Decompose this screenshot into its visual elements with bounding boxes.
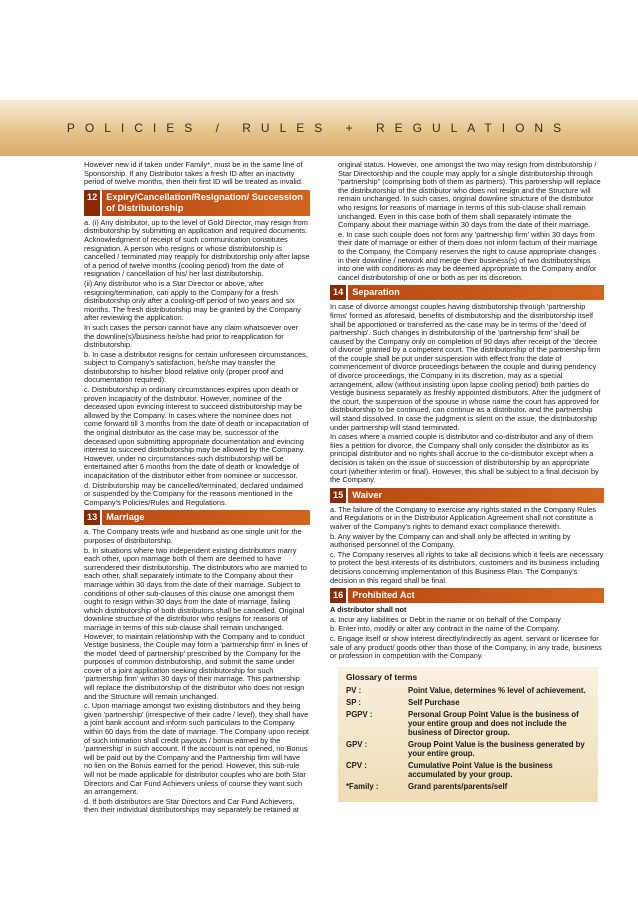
glossary-term: SP : xyxy=(346,698,362,708)
section-13-para: b. In situations where two independent existing distributors marry each other, upon marriage both of them are deemed to have surrendered their distributorship. The distributors who are married to each other, shall separately intimate to the Company about their marriage within 30 days from the date of their marriage. Subject to conditions of other sub-clauses of this clause one amongst them ought to resign within 30 days from the date of marriage, failing which distributorship of both distributors shall be cancelled. Original downline structure of the distributor who resigns for reasons of marriage in terms of this sub-clause shall remain unchanged. However, to maintain relationship with the Company and to conduct Vestige business, the Couple may form a 'partnership firm' in lines of the model 'deed of partnership' prescribed by the Company for the purposes of common distributorship, and submit the same under cover of a joint application seeking distributorship for such 'partnership firm' within 30 days of their marriage. This partnership will replace the distributorship of the distributor who does not resign and the Structure will remain unchanged. xyxy=(84,545,308,701)
glossary-box xyxy=(338,667,598,803)
glossary-row xyxy=(346,740,590,758)
glossary-row xyxy=(346,782,590,791)
glossary-definition: Personal Group Point Value is the business of your entire group and does not include the business of Director group. xyxy=(408,710,579,738)
glossary-definition: Cumulative Point Value is the business accumulated by your group. xyxy=(408,761,553,780)
section-title: Prohibited Act xyxy=(348,588,604,603)
glossary-definition: Self Purchase xyxy=(408,698,460,708)
glossary-term: CPV : xyxy=(346,761,367,771)
section-number: 14 xyxy=(330,285,346,300)
section-13-para: c. Upon marriage amongst two existing distributors and they being given 'partnership' (irrespective of their cadre / level), they shall have a joint bank account and inform such particulars to the Company within 60 days from the date of marriage. The Company upon receipt of such intimation shall credit payouts / bonus earned by the 'partnership' in such account. If the account is not opened, no Bonus will be paid out by the Company and the Partnership firm will have no lien on the Bonus earned for the period. However, this sub-rule will not be made applicable for distributor couples who are both Star Directors and Car Fund Achievers unless of course they want such an arrangement. xyxy=(84,701,309,797)
glossary-term: *Family : xyxy=(346,782,379,792)
glossary-row xyxy=(346,686,590,695)
section-number: 13 xyxy=(84,510,100,525)
section-12-para: b. In case a distributor resigns for certain unforeseen circumstances, subject to Company's satisfaction, he/she may transfer the distributorship to his/her blood relative only (proper proof and documentation required). xyxy=(84,349,308,385)
glossary-term: GPV : xyxy=(346,740,368,750)
header-band xyxy=(0,100,638,156)
glossary-title: Glossary of terms xyxy=(346,671,418,682)
page-title: POLICIES / RULES + REGULATIONS xyxy=(66,121,572,135)
section-14-heading xyxy=(330,285,604,300)
glossary-definition: Grand parents/parents/self xyxy=(408,782,508,792)
section-15-para: c. The Company reserves all rights to take all decisions which it feels are necessary to protect the best interests of its distributors, customers and its business including decisions concerning implementation of this Business Plan. The Company's decision in this regard shall be final. xyxy=(330,549,604,585)
section-title: Separation xyxy=(348,285,604,300)
section-16-para: c. Engage itself or show interest directly/indirectly as agent, servant or licensee for sale of any product/ goods other than those of the Company, in any trade, business or profession in competition with the Company. xyxy=(330,633,602,661)
continued-paragraph: e. In case such couple does not form any 'partnership firm' within 30 days from their date of marriage or either of them does not inform factum of their marriage to the Company, the Company reserves the right to cause appropriate changes in their downline / network and merge their business(s) of two distributorships into one with conditions as may be deemed appropriate to the Company and/or cancel distributorship of one or both as per its discretion. xyxy=(338,229,598,282)
glossary-term: PV : xyxy=(346,686,362,696)
section-15-heading xyxy=(330,488,604,503)
section-title: Waiver xyxy=(348,488,604,503)
section-12-para: c. Distributorship in ordinary circumstances expires upon death or proven incapacity of the distributor. However, nominee of the deceased upon evincing interest to succeed distributorship may be allowed by the Company. In cases where the nominee does not come forward till 3 months from the date of death or incapacitation of the original distributor as the case may be, successor of the deceased upon submitting appropriate documentation and evincing interest to succeed distributorship may be allowed by the Company. However, under no circumstances such distributorship will be entertained after 6 months from the date of death or knowledge of incapacitation of the distributor either from nominee or successor. xyxy=(84,385,309,480)
glossary-row xyxy=(346,710,590,737)
section-15-para: a. The failure of the Company to exercise any rights stated in the Company Rules and Regulations or in the Distributor Application Agreement shall not constitute a waiver of the Company's rights to demand exact compliance therewith. xyxy=(330,504,597,531)
intro-paragraph: However new id if taken under Family*, must be in the same line of Sponsorship. If any Distributor takes a fresh ID after an inactivity period of twelve months, then their first ID will be treated as invalid. xyxy=(84,160,303,187)
section-12-heading xyxy=(84,190,310,216)
section-14-para: In case of divorce amongst couples having distributorship through 'partnership firms' formed as aforesaid, benefits of distributorship and the distributorship itself shall be apportioned or transferred as the case may be in terms of the 'deed of partnership'. Such changes in distributorship of the 'partnership firm' shall be caused by the Company only on completion of 90 days after receipt of the 'decree of divorce' granted by a competent court. The distributorship of the partnership firm of the couple shall be put under suspension with effect from the date of commencement of divorce proceedings between the couple and during pendency of divorce proceedings, the Company in its discretion, may as a special arrangement, allow (without insisting upon lapse cooling period) both parties do Vestige business separately as freshly appointed distributors. After the judgment of the court, the suspension of the spouse in whose name the court has approved for distributorship to be continued, can continue as a distributor, and the partnership will stand dissolved. In case the judgment is silent on the issue, the distributorship under partnership will stand terminated. xyxy=(330,302,601,432)
section-16-para: A distributor shall not xyxy=(330,605,407,615)
section-15-para: b. Any waiver by the Company can and shall only be affected in writing by authorised personnel of the Company. xyxy=(330,531,571,550)
glossary-definition: Point Value, determines % level of achievement. xyxy=(408,686,586,696)
glossary-row xyxy=(346,698,590,707)
section-16-para: a. Incur any liabilities or Debt in the name or on behalf of the Company xyxy=(330,614,561,624)
glossary-definition: Group Point Value is the business generated by your entire group. xyxy=(408,740,585,759)
section-14-para: In cases where a married couple is distributor and co-distributor and any of them files a petition for divorce, the Company shall only consider the distributor as its principal distributor and no rights shall accrue to the co-distributor except when a decision is taken on the issue of succession of distributorship by an appropriate court (whether interim or final). However, this shall be subject to a final decision by the Company. xyxy=(330,432,599,485)
right-column xyxy=(330,161,604,802)
section-16-para: b. Enter into, modify or alter any contract in the name of the Company. xyxy=(330,624,560,634)
section-12-para: In such cases the person cannot have any claim whatsoever over the downline(s)/business he/she had prior to reapplication for distributorship. xyxy=(84,322,299,350)
section-number: 16 xyxy=(330,588,346,603)
section-12-para: (ii) Any distributor who is a Star Director or above, after resigning/termination, can apply to the Company for a fresh distributorship only after a cooling-off period of two years and six months. The fresh distributorship may be granted by the Company after reviewing the application. xyxy=(84,278,301,323)
section-number: 12 xyxy=(84,190,100,216)
section-12-para: a. (i) Any distributor, up to the level of Gold Director, may resign from distributorship by submitting an application and required documents. Acknowledgment of receipt of such communication constitutes resignation. A person who resigns or whose distributorship is cancelled / terminated may reapply for distributorship only after lapse of a period of twelve months (cooling period) from the date of resignation / cancellation of his/ her last distributorship. xyxy=(84,217,310,279)
section-12-para: d. Distributorship may be cancelled/terminated, declared undaimed or suspended by the Company for the reasons mentioned in the Company's Policies/Rules and Regulations. xyxy=(84,480,303,507)
section-title: Expiry/Cancellation/Resignation/ Succession of Distributorship xyxy=(102,190,310,216)
continued-paragraph: original status. However, one amongst the two may resign from distributorship / Star Directorship and the couple may apply for a single distributorship through "partnership" (comprising both of them as partners). This partnership will replace the distributorship of the distributor who does not resign and the Structure will remain unchanged. In such cases, original downline structure of the distributor who resigns for reasons of marriage in terms of this sub-clause shall remain unchanged. Even in this case both of them shall separately intimate the Company about their marriage within 30 days from the date of their marriage. xyxy=(338,160,601,230)
section-13-para: d. If both distributors are Star Directors and Car Fund Achievers, then their individual distributorships may separately be retained at xyxy=(84,796,299,815)
section-13-para: a. The Company treats wife and husband as one single unit for the purposes of distributorship. xyxy=(84,527,302,545)
section-13-heading xyxy=(84,510,310,525)
glossary-row xyxy=(346,761,590,779)
section-title: Marriage xyxy=(102,510,310,525)
glossary-term: PGPV : xyxy=(346,710,373,720)
left-column xyxy=(84,161,310,816)
section-16-heading xyxy=(330,588,604,603)
section-number: 15 xyxy=(330,488,346,503)
